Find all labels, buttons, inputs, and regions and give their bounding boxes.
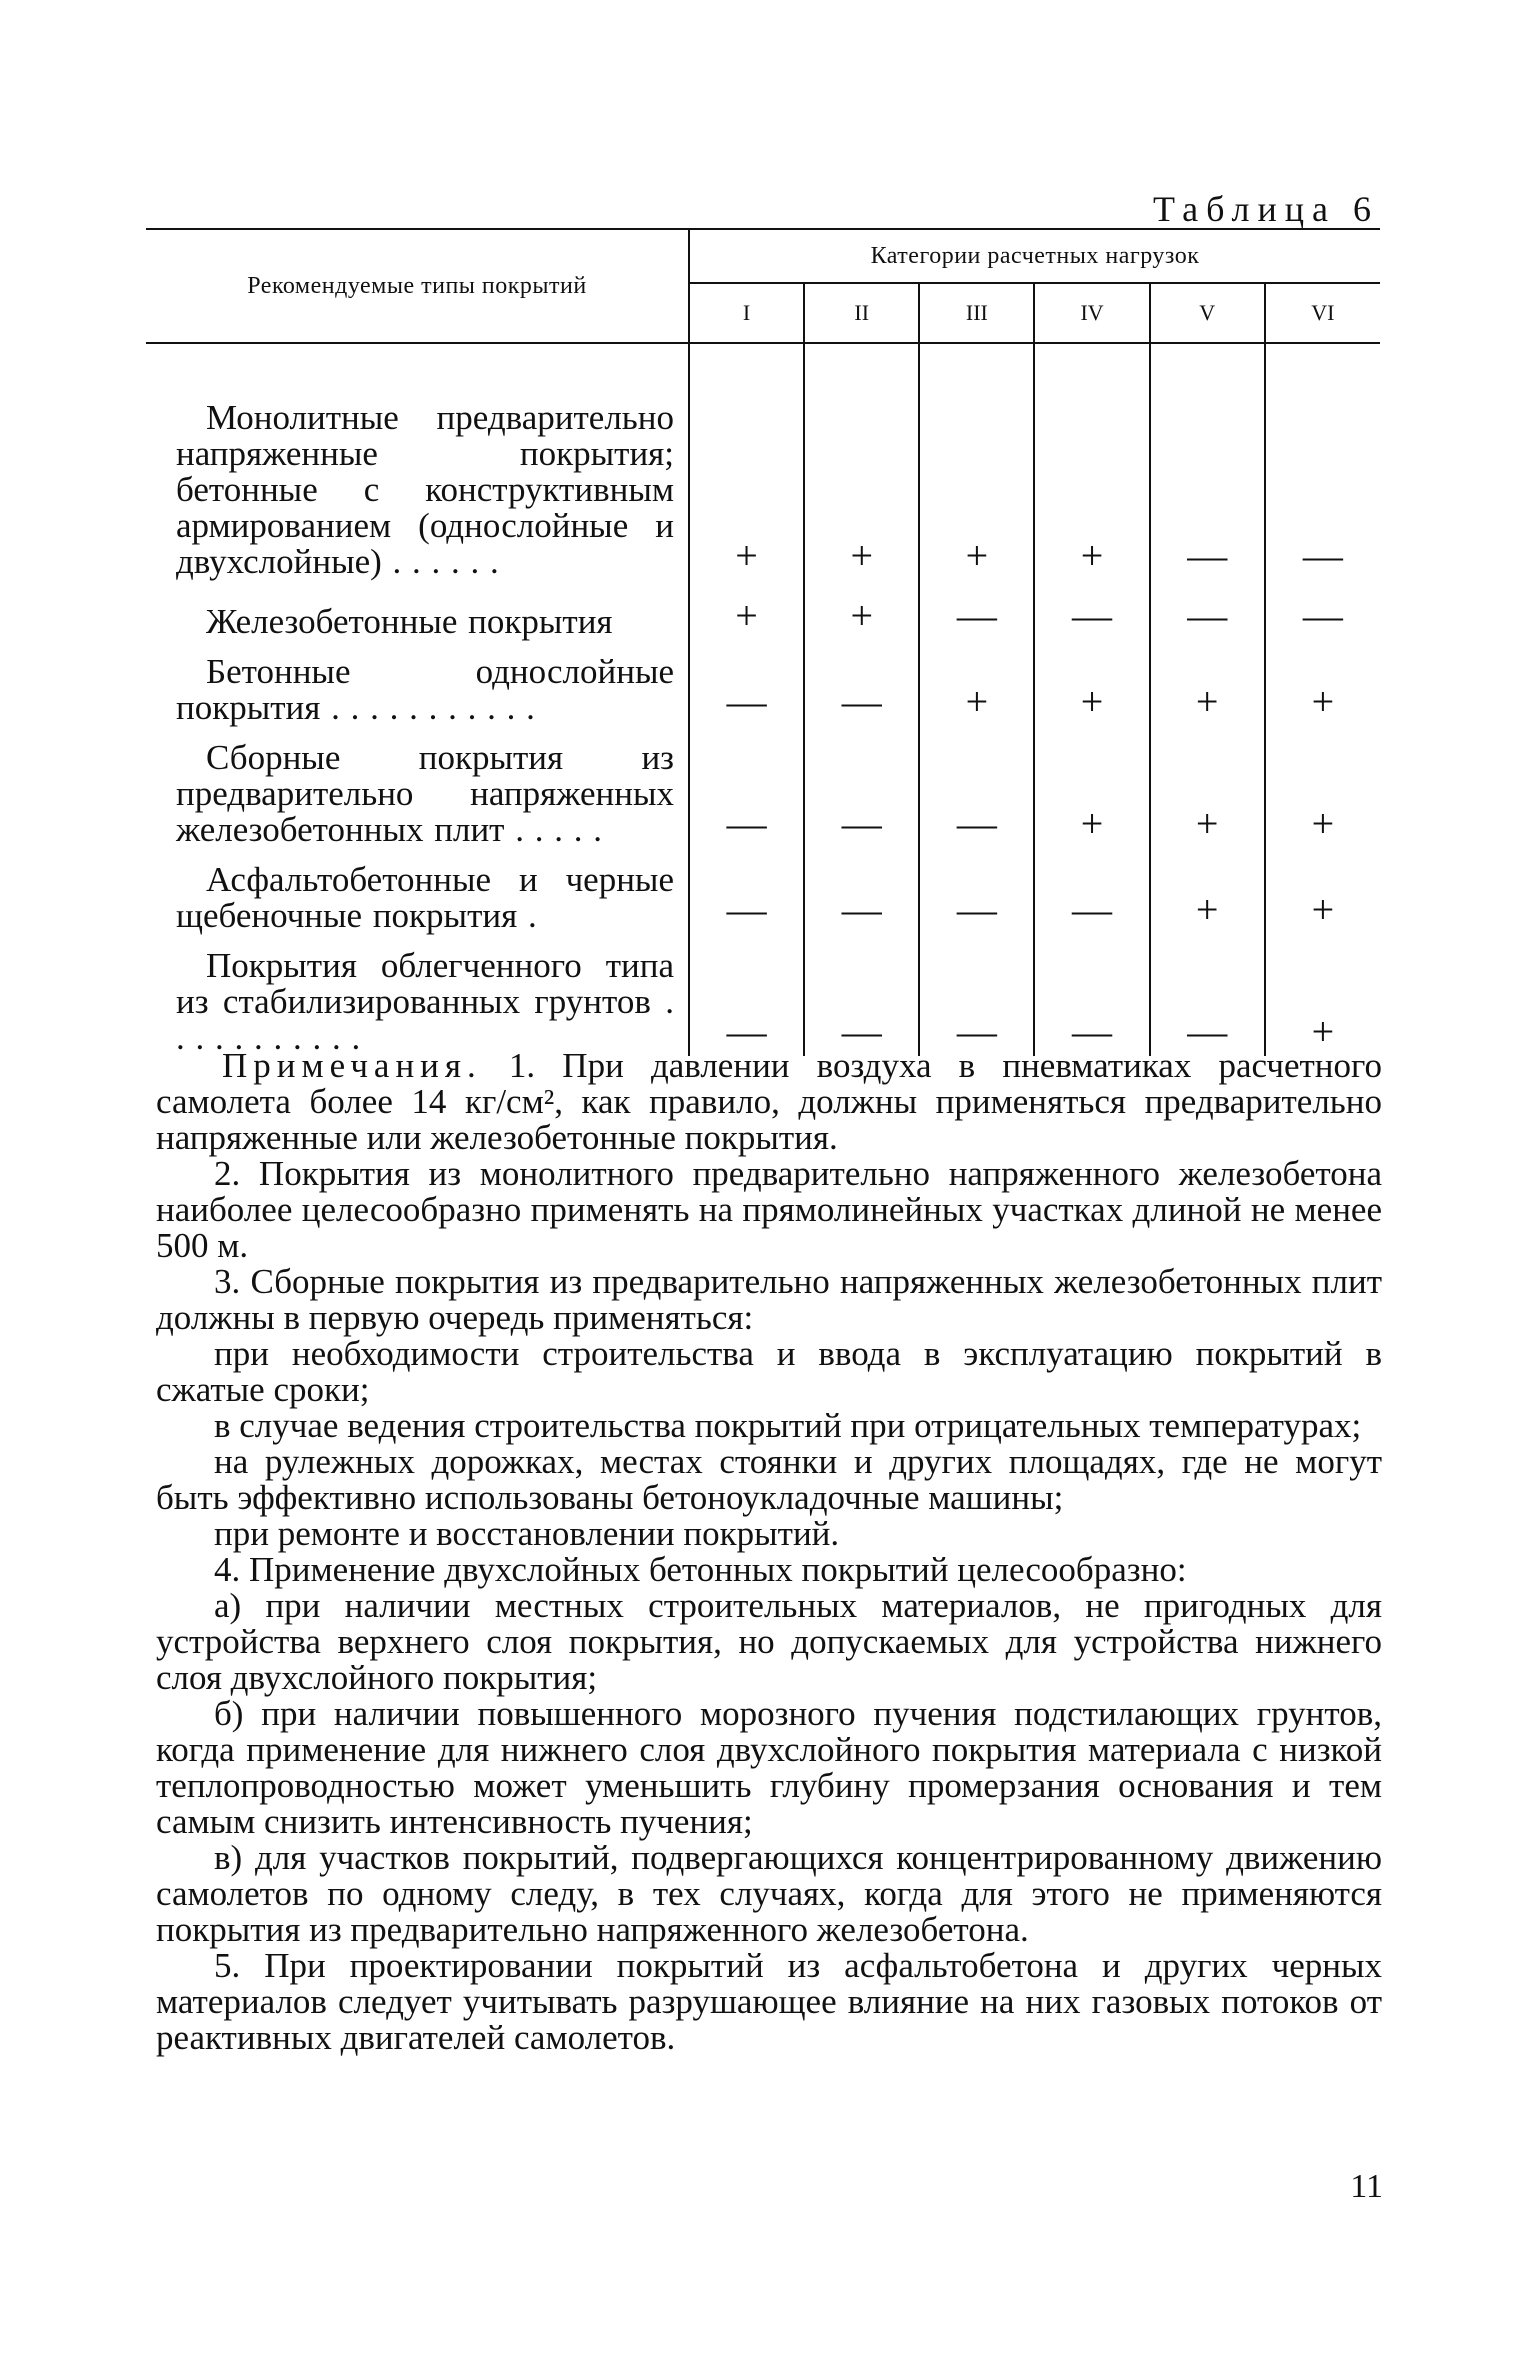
row-label: Сборные покрытия из предварительно напряженных железобетонных плит . . . . .: [146, 726, 689, 848]
table-cell: —: [919, 848, 1034, 934]
table-cell: +: [689, 580, 804, 640]
table-caption: Таблица 6: [1153, 189, 1379, 229]
table-cell: —: [1034, 848, 1149, 934]
row-label: Железобетонные покрытия: [146, 580, 689, 640]
note-paragraph: 5. При проектировании покрытий из асфальтобетона и других черных материалов следует учитывать разрушающее влияние на них газовых потоков от реактивных двигателей самолетов.: [156, 1946, 1382, 2057]
table-cell: —: [689, 640, 804, 726]
table-cell: —: [1302, 593, 1343, 638]
table-cell: —: [804, 640, 919, 726]
notes-heading: Примечания.: [222, 1046, 482, 1085]
table-cell: —: [689, 848, 804, 934]
table-cell: +: [919, 640, 1034, 726]
header-category: VI: [1311, 300, 1335, 325]
table-cell: +: [804, 580, 919, 640]
note-paragraph: 4. Применение двухслойных бетонных покрытий целесообразно:: [214, 1550, 1187, 1589]
note-paragraph: в случае ведения строительства покрытий при отрицательных температурах;: [214, 1406, 1362, 1445]
table-cell: —: [804, 934, 919, 1056]
table-cell: —: [919, 726, 1034, 848]
note-paragraph: 2. Покрытия из монолитного предварительно напряженного железобетона наиболее целесообразно применять на прямолинейных участках длиной не менее 500 м.: [156, 1154, 1382, 1265]
table-cell: +: [1034, 726, 1149, 848]
table-row: [146, 640, 1380, 726]
header-category: IV: [1034, 283, 1149, 343]
row-label: Асфальтобетонные и черные щебеночные покрытия .: [146, 848, 689, 934]
header-category: V: [1150, 283, 1265, 343]
note-paragraph: при необходимости строительства и ввода в эксплуатацию покрытий в сжатые сроки;: [156, 1334, 1382, 1409]
note-paragraph: в) для участков покрытий, подвергающихся концентрированному движению самолетов по одному следу, в тех случаях, когда для этого не применяются покрытия из предварительно напряженного железобетона.: [156, 1838, 1382, 1949]
note-text: 1. При давлении воздуха в пневматиках расчетного самолета более 14 кг/см², как правило, должны применяться предварительно напряженные или железобетонные покрытия.: [156, 1046, 1382, 1157]
table-row: [146, 848, 1380, 934]
table-cell: —: [1150, 580, 1265, 640]
row-label: Бетонные однослойные покрытия . . . . . . . . . . .: [146, 640, 689, 726]
pavement-types-table: [146, 228, 1380, 1056]
table-cell: —: [919, 580, 1034, 640]
table-cell: —: [1302, 533, 1343, 578]
table-row: [146, 726, 1380, 848]
row-label: Покрытия облегченного типа из стабилизированных грунтов . . . . . . . . . . .: [146, 934, 689, 1056]
table-cell: —: [1150, 934, 1265, 1056]
table-cell: +: [1311, 801, 1335, 846]
note-paragraph: 3. Сборные покрытия из предварительно напряженных железобетонных плит должны в первую очередь применяться:: [156, 1262, 1382, 1337]
header-category: II: [804, 283, 919, 343]
header-pavement-types: Рекомендуемые типы покрытий: [146, 229, 689, 343]
note-paragraph: на рулежных дорожках, местах стоянки и других площадях, где не могут быть эффективно использованы бетоноукладочные машины;: [156, 1442, 1382, 1517]
note-paragraph: а) при наличии местных строительных материалов, не пригодных для устройства верхнего слоя покрытия, но допускаемых для устройства нижнего слоя двухслойного покрытия;: [156, 1586, 1382, 1697]
table-cell: +: [1311, 679, 1335, 724]
table-cell: —: [1150, 386, 1265, 580]
table-row: [146, 386, 1380, 580]
table-row: [146, 934, 1380, 1056]
table-cell: +: [1150, 848, 1265, 934]
header-category: III: [919, 283, 1034, 343]
table-cell: +: [1311, 887, 1335, 932]
header-category: I: [689, 283, 804, 343]
table-cell: —: [689, 726, 804, 848]
header-load-categories: Категории расчетных нагрузок: [689, 229, 1380, 283]
table-row: [146, 580, 1380, 640]
page-number: 11: [1350, 2168, 1383, 2205]
table-cell: +: [1034, 640, 1149, 726]
table-cell: +: [919, 386, 1034, 580]
table-cell: —: [1034, 934, 1149, 1056]
notes-section: [156, 1048, 1382, 2056]
table-cell: —: [689, 934, 804, 1056]
row-label: Монолитные предварительно напряженные покрытия; бетонные с конструктивным армированием (однослойные и двухслойные) . . . . . .: [146, 386, 689, 580]
table-cell: —: [804, 726, 919, 848]
table-cell: —: [919, 934, 1034, 1056]
table-cell: +: [1150, 726, 1265, 848]
table-cell: —: [804, 848, 919, 934]
table-cell: —: [1034, 580, 1149, 640]
note-paragraph: при ремонте и восстановлении покрытий.: [214, 1514, 840, 1553]
table-cell: +: [1311, 1009, 1335, 1054]
table-cell: +: [1034, 386, 1149, 580]
table-cell: +: [689, 386, 804, 580]
table-cell: +: [1150, 640, 1265, 726]
note-paragraph: б) при наличии повышенного морозного пучения подстилающих грунтов, когда применение для нижнего слоя двухслойного покрытия материала с низкой теплопроводностью может уменьшить глубину промерзания основания и тем самым снизить интенсивность пучения;: [156, 1694, 1382, 1841]
note-paragraph: [156, 1048, 1382, 1156]
table-cell: +: [804, 386, 919, 580]
